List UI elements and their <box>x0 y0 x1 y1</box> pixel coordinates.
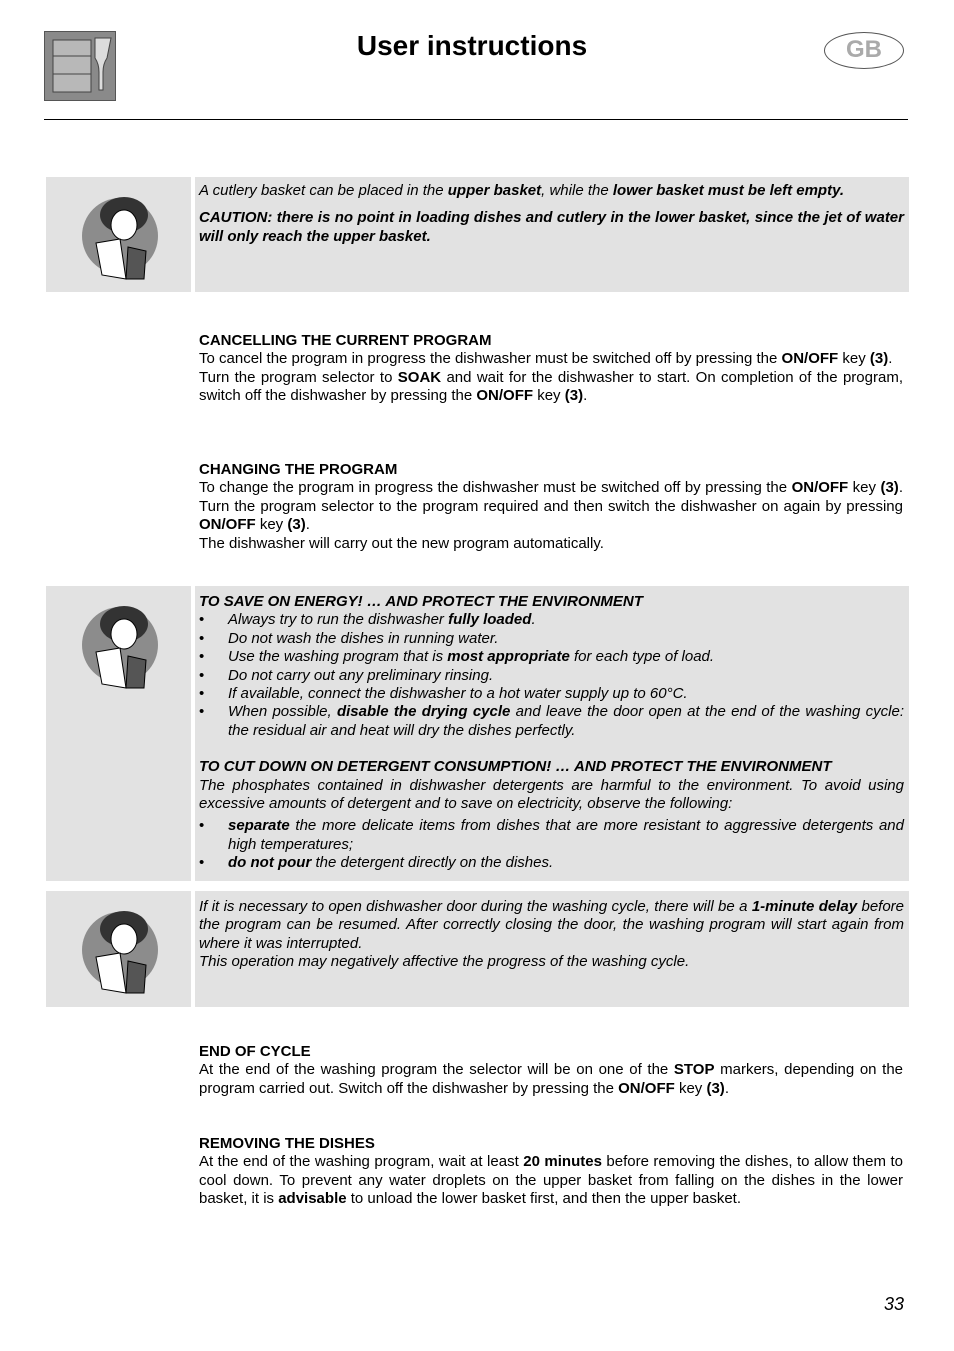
section-end-of-cycle <box>199 1043 903 1098</box>
section-heading: CANCELLING THE CURRENT PROGRAM <box>199 332 492 349</box>
list-item: • When possible, disable the drying cycle and leave the door open at the end of the washing cycle: the residual air and heat will dry the dishes perfectly. <box>199 703 904 740</box>
section-heading: CHANGING THE PROGRAM <box>199 461 398 478</box>
section-changing <box>199 461 903 553</box>
detergent-heading: TO CUT DOWN ON DETERGENT CONSUMPTION! … AND PROTECT THE ENVIRONMENT <box>199 758 832 776</box>
info-box-text-area <box>195 177 909 292</box>
section-cancelling <box>199 332 903 406</box>
energy-heading: TO SAVE ON ENERGY! … AND PROTECT THE ENVIRONMENT <box>199 593 643 610</box>
list-item: • Always try to run the dishwasher fully loaded. <box>199 611 904 629</box>
info-box-illustration <box>46 891 191 1007</box>
language-badge: GB <box>824 32 904 69</box>
info-box-text-area <box>195 891 909 1007</box>
info-box-cutlery <box>46 177 909 292</box>
paragraph: To change the program in progress the dishwasher must be switched off by pressing the ON/OFF key (3). Turn the program selector to the program required and then switch the dishwasher on again by pressing ON/OFF key (3). <box>199 479 903 534</box>
list-item: • separate the more delicate items from dishes that are more resistant to aggressive detergents and high temperatures; <box>199 817 904 854</box>
info-box-illustration <box>46 177 191 292</box>
paragraph: At the end of the washing program the selector will be on one of the STOP markers, depending on the program carried out. Switch off the dishwasher by pressing the ON/OFF key (3). <box>199 1061 903 1097</box>
page-number: 33 <box>884 1294 905 1314</box>
detergent-tips-list <box>199 817 904 872</box>
section-heading: REMOVING THE DISHES <box>199 1135 375 1152</box>
paragraph: At the end of the washing program, wait at least 20 minutes before removing the dishes, to allow them to cool down. To prevent any water droplets on the upper basket from falling on the dishes in the lower basket, it is advisable to unload the lower basket first, and then the upper basket. <box>199 1153 903 1208</box>
door-delay-note: If it is necessary to open dishwasher door during the washing cycle, there will be a 1-minute delay before the program can be resumed. After correctly closing the door, the washing program will start again from where it was interrupted. <box>199 898 905 952</box>
header-rule <box>44 119 908 120</box>
list-item: • Do not wash the dishes in running water. <box>199 630 904 648</box>
list-item: • Do not carry out any preliminary rinsing. <box>199 667 904 685</box>
woman-illustration-icon <box>80 600 160 690</box>
section-heading: END OF CYCLE <box>199 1043 311 1060</box>
paragraph: The dishwasher will carry out the new program automatically. <box>199 534 604 552</box>
door-delay-warning: This operation may negatively affective the progress of the washing cycle. <box>199 953 690 971</box>
woman-illustration-icon <box>80 191 160 281</box>
list-item: • do not pour the detergent directly on the dishes. <box>199 854 904 872</box>
info-box-door-delay <box>46 891 909 1007</box>
detergent-paragraph: The phosphates contained in dishwasher detergents are harmful to the environment. To avoid using excessive amounts of detergent and to save on electricity, observe the following: <box>199 776 904 813</box>
info-box-text-area <box>195 586 909 881</box>
caution-note: CAUTION: there is no point in loading dishes and cutlery in the lower basket, since the jet of water will only reach the upper basket. <box>199 209 904 245</box>
list-item: • If available, connect the dishwasher to a hot water supply up to 60°C. <box>199 685 904 703</box>
paragraph: To cancel the program in progress the dishwasher must be switched off by pressing the ON/OFF key (3). <box>199 350 893 368</box>
woman-illustration-icon <box>80 905 160 995</box>
list-item: • Use the washing program that is most appropriate for each type of load. <box>199 648 904 666</box>
paragraph: Turn the program selector to SOAK and wait for the dishwasher to start. On completion of the program, switch off the dishwasher by pressing the ON/OFF key (3). <box>199 368 903 405</box>
info-box-illustration <box>46 586 191 881</box>
info-box-environment <box>46 586 909 881</box>
page-title: User instructions <box>356 30 588 61</box>
section-removing-dishes <box>199 1135 903 1209</box>
energy-tips-list <box>199 611 904 740</box>
cutlery-note: A cutlery basket can be placed in the upper basket, while the lower basket must be left empty. <box>199 182 845 199</box>
